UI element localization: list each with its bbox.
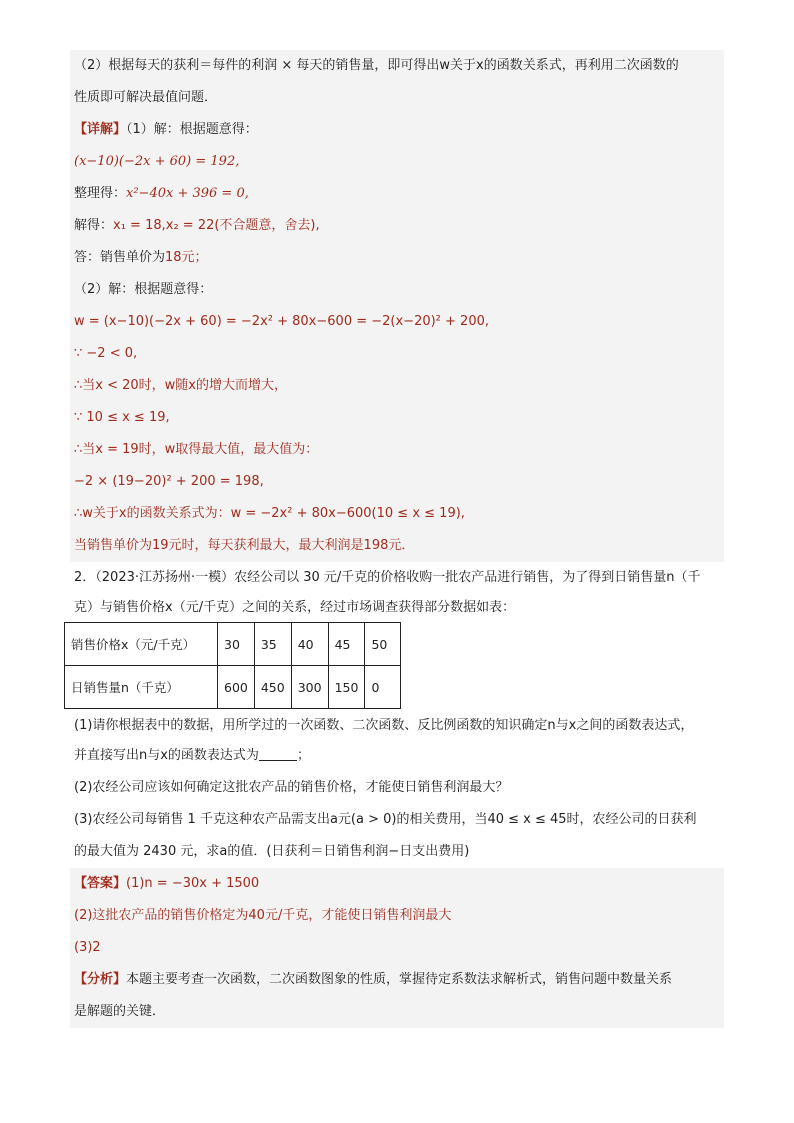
since-range: ∵ 10 ≤ x ≤ 19, xyxy=(70,402,724,434)
answer-line-1 xyxy=(70,242,724,274)
table-cell: 40 xyxy=(291,623,328,666)
answer-2: (2)这批农产品的销售价格定为40元/千克，才能使日销售利润最大 xyxy=(70,900,724,932)
problem-2-stem-line-2: 克）与销售价格x（元/千克）之间的关系，经过市场调查获得部分数据如表： xyxy=(74,600,516,615)
since-negative: ∵ −2 < 0, xyxy=(70,338,724,370)
conclusion: 当销售单价为19元时，每天获利最大，最大利润是198元． xyxy=(70,530,724,562)
solve-label: 解得： xyxy=(74,218,114,233)
table-header-sales: 日销售量n（千克） xyxy=(65,666,218,709)
therefore-increasing: ∴当x < 20时，w随x的增大而增大， xyxy=(70,370,724,402)
table-cell: 450 xyxy=(254,666,291,709)
answer-3: (3)2 xyxy=(70,932,724,964)
table-row xyxy=(65,623,401,666)
table-cell: 300 xyxy=(291,666,328,709)
analysis-2-line-1: （2）根据每天的获利＝每件的利润 × 每天的销售量，即可得出w关于x的函数关系式，再利用二次函数的 xyxy=(70,50,724,82)
detail-line xyxy=(70,114,724,146)
question-1-suffix: ； xyxy=(296,748,310,763)
table-row xyxy=(65,666,401,709)
analysis-2-line-2: 性质即可解决最值问题． xyxy=(70,82,724,114)
problem-2-stem-line-1: 2．（2023·江苏扬州·一模）农经公司以 30 元/千克的价格收购一批农产品进行销售，为了得到日销售量n（千 xyxy=(74,570,701,585)
solve-line xyxy=(70,210,724,242)
table-cell: 150 xyxy=(328,666,365,709)
part-2-intro: （2）解：根据题意得： xyxy=(70,274,724,306)
table-cell: 50 xyxy=(365,623,401,666)
question-1-prefix: 并直接写出n与x的函数表达式为 xyxy=(74,748,259,763)
therefore-max: ∴当x = 19时，w取得最大值，最大值为： xyxy=(70,434,724,466)
answer-tag: 【答案】 xyxy=(74,876,127,891)
question-3-line-1: (3)农经公司每销售 1 千克这种农产品需支出a元(a > 0)的相关费用，当40 ≤ x ≤ 45时，农经公司的日获利 xyxy=(74,812,697,827)
analysis-line-1 xyxy=(70,964,724,996)
question-1-line-2 xyxy=(70,740,724,772)
detail-tag: 【详解】 xyxy=(74,122,127,137)
answer-1: (1)n = −30x + 1500 xyxy=(126,876,260,891)
question-1-line-1: (1)请你根据表中的数据，用所学过的一次函数、二次函数、反比例函数的知识确定n与x之间的函数表达式， xyxy=(74,718,694,733)
simplify-label: 整理得： xyxy=(74,186,127,201)
analysis-tag: 【分析】 xyxy=(74,972,127,987)
w-equation: w = (x−10)(−2x + 60) = −2x² + 80x−600 = −2(x−20)² + 200, xyxy=(70,306,724,338)
analysis-line-2: 是解题的关键． xyxy=(70,996,724,1028)
answer-line xyxy=(70,868,724,900)
answer-blank xyxy=(259,746,297,761)
simplify-equation: x²−40x + 396 = 0, xyxy=(126,186,249,201)
answer-value: 18元； xyxy=(165,250,208,265)
table-cell: 30 xyxy=(218,623,255,666)
table-cell: 0 xyxy=(365,666,401,709)
equation-1: (x−10)(−2x + 60) = 192, xyxy=(70,146,724,178)
question-3-line-2: 的最大值为 2430 元，求a的值．(日获利＝日销售利润−日支出费用) xyxy=(74,844,470,859)
table-cell: 600 xyxy=(218,666,255,709)
table-cell: 35 xyxy=(254,623,291,666)
function-relation: ∴w关于x的函数关系式为：w = −2x² + 80x−600(10 ≤ x ≤ 19), xyxy=(70,498,724,530)
price-sales-table xyxy=(64,622,401,709)
detail-intro: （1）解：根据题意得： xyxy=(126,122,258,137)
simplify-line xyxy=(70,178,724,210)
solve-equation: x₁ = 18,x₂ = 22(不合题意，舍去), xyxy=(113,218,320,233)
table-header-price: 销售价格x（元/千克） xyxy=(65,623,218,666)
table-cell: 45 xyxy=(328,623,365,666)
analysis-text-1: 本题主要考查一次函数，二次函数图象的性质，掌握待定系数法求解析式，销售问题中数量关系 xyxy=(126,972,673,987)
max-equation: −2 × (19−20)² + 200 = 198, xyxy=(70,466,724,498)
question-2: (2)农经公司应该如何确定这批农产品的销售价格，才能使日销售利润最大？ xyxy=(74,780,509,795)
answer-label: 答：销售单价为 xyxy=(74,250,166,265)
